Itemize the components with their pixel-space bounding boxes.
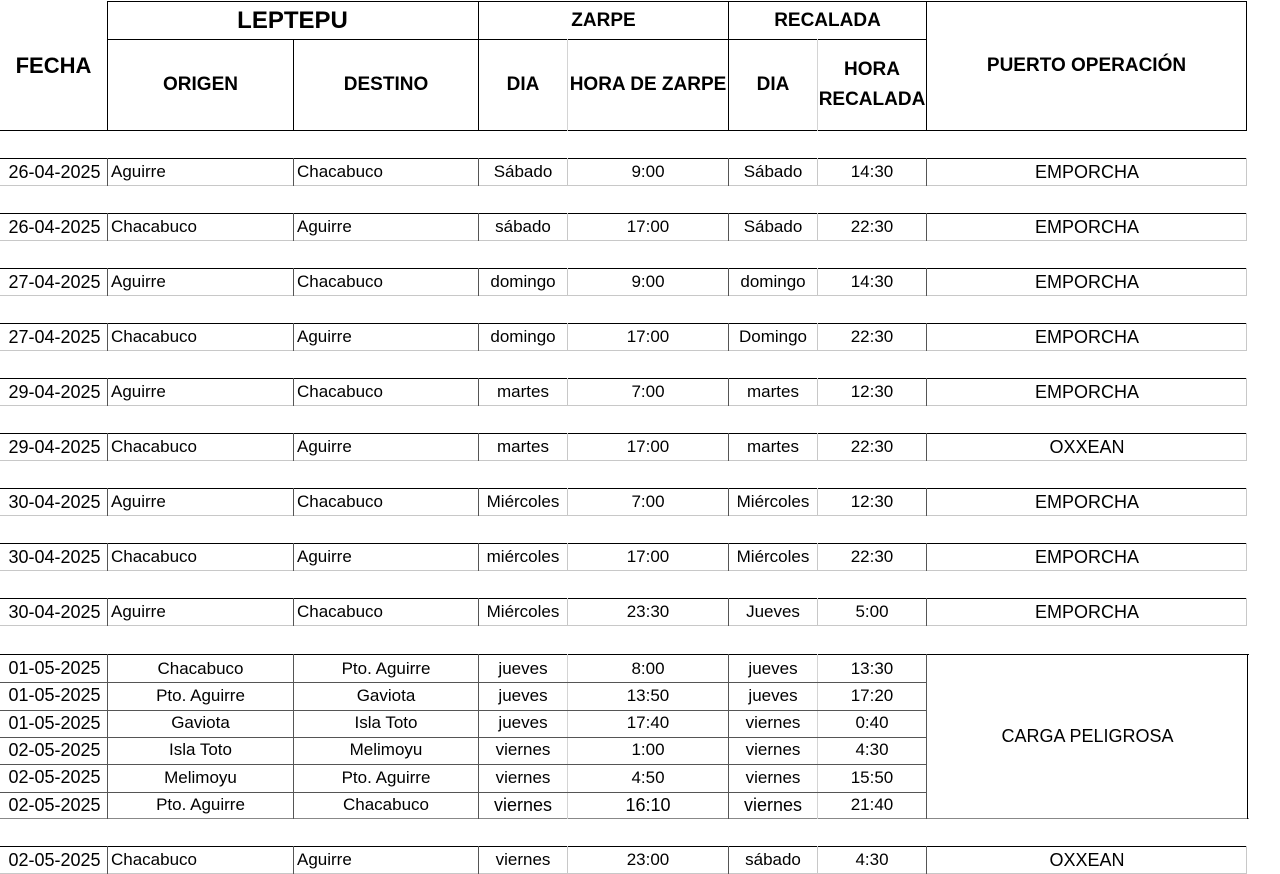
table-row [0, 323, 1247, 351]
cell-dia-zarpe: martes [497, 382, 549, 401]
cell-destino: Melimoyu [349, 740, 423, 760]
cell-dia-zarpe: martes [497, 437, 549, 456]
cell-hora-recalada: 21:40 [850, 795, 894, 814]
cell-destino: Chacabuco [297, 162, 384, 181]
cell-fecha: 30-04-2025 [8, 491, 101, 512]
cell-dia-recalada: viernes [743, 794, 803, 815]
cell-dia-recalada: sábado [745, 850, 801, 869]
cell-destino: Chacabuco [342, 795, 429, 814]
cell-hora-zarpe: 7:00 [631, 492, 665, 511]
cell-fecha: 02-05-2025 [8, 739, 101, 760]
cell-puerto: EMPORCHA [1034, 546, 1139, 567]
cell-dia-zarpe: viernes [495, 850, 551, 869]
cell-destino: Aguirre [297, 437, 352, 456]
cell-origen: Chacabuco [111, 547, 198, 566]
cell-dia-zarpe: jueves [498, 658, 548, 678]
cell-destino: Aguirre [297, 327, 352, 346]
cell-hora-zarpe: 17:00 [626, 547, 670, 566]
cell-destino: Chacabuco [297, 382, 384, 401]
cell-fecha: 01-05-2025 [8, 658, 101, 678]
cell-destino: Aguirre [297, 547, 352, 566]
cell-fecha: 01-05-2025 [8, 685, 101, 706]
cell-hora-zarpe: 13:50 [626, 685, 670, 705]
cell-puerto: EMPORCHA [1034, 271, 1139, 292]
cell-origen: Gaviota [171, 713, 230, 733]
cell-fecha: 02-05-2025 [8, 794, 101, 815]
cell-hora-zarpe: 7:00 [631, 382, 665, 401]
table-row [0, 488, 1247, 516]
cell-puerto: OXXEAN [1049, 849, 1125, 870]
cell-dia-recalada: martes [747, 382, 799, 401]
cell-hora-recalada: 22:30 [850, 547, 894, 566]
cell-dia-recalada: Jueves [746, 602, 800, 621]
cell-origen: Chacabuco [111, 850, 198, 869]
group-row [0, 710, 927, 737]
cell-dia-zarpe: viernes [495, 740, 551, 760]
cell-origen: Chacabuco [157, 658, 244, 678]
cell-hora-zarpe: 23:30 [626, 602, 670, 621]
cell-hora-recalada: 15:50 [850, 767, 894, 787]
cell-dia-zarpe: jueves [498, 713, 548, 733]
cell-fecha: 26-04-2025 [8, 216, 101, 237]
cell-hora-zarpe: 17:00 [626, 437, 670, 456]
header-hora-recalada-line2: RECALADA [818, 89, 926, 110]
cell-dia-zarpe: domingo [490, 327, 556, 346]
cell-origen: Aguirre [111, 382, 166, 401]
cell-hora-zarpe: 9:00 [631, 272, 665, 291]
cell-dia-zarpe: jueves [498, 685, 548, 705]
group-row [0, 682, 927, 709]
cell-dia-zarpe: domingo [490, 272, 556, 291]
cell-destino: Pto. Aguirre [341, 767, 431, 787]
cell-hora-zarpe: 17:40 [626, 713, 670, 733]
cell-dia-zarpe: miércoles [486, 547, 560, 566]
cell-destino: Aguirre [297, 217, 352, 236]
cell-dia-recalada: Miércoles [736, 492, 810, 511]
cell-puerto: OXXEAN [1049, 436, 1125, 457]
cell-origen: Aguirre [111, 272, 166, 291]
cell-hora-recalada: 14:30 [850, 272, 894, 291]
cell-dia-zarpe: sábado [495, 217, 551, 236]
cell-hora-recalada: 5:00 [855, 602, 889, 621]
group-row [0, 737, 927, 764]
header-hora-recalada [818, 40, 926, 130]
cell-destino: Chacabuco [297, 272, 384, 291]
cell-hora-recalada: 22:30 [850, 217, 894, 236]
cell-origen: Isla Toto [168, 740, 232, 760]
group-row [0, 655, 927, 682]
cell-dia-recalada: Miércoles [736, 547, 810, 566]
header-destino: DESTINO [343, 74, 429, 95]
header-dia-zarpe: DIA [506, 74, 540, 95]
cell-dia-zarpe: viernes [495, 767, 551, 787]
cell-hora-zarpe: 23:00 [626, 850, 670, 869]
table-row [0, 598, 1247, 626]
cell-fecha: 29-04-2025 [8, 436, 101, 457]
cell-destino: Aguirre [297, 850, 352, 869]
header-origen: ORIGEN [163, 74, 238, 95]
cell-dia-zarpe: Miércoles [486, 602, 560, 621]
cell-origen: Chacabuco [111, 327, 198, 346]
cell-dia-zarpe: Miércoles [486, 492, 560, 511]
cell-puerto: EMPORCHA [1034, 161, 1139, 182]
cell-dia-recalada: jueves [748, 685, 798, 705]
table-row [0, 846, 1247, 874]
cell-fecha: 27-04-2025 [8, 326, 101, 347]
cell-dia-zarpe: Sábado [493, 162, 553, 181]
table-header [0, 0, 1247, 131]
table-row [0, 268, 1247, 296]
cell-destino: Chacabuco [297, 602, 384, 621]
header-zarpe: ZARPE [571, 10, 636, 31]
cell-origen: Chacabuco [111, 437, 198, 456]
cell-origen: Aguirre [111, 492, 166, 511]
header-vessel: LEPTEPU [237, 7, 348, 34]
header-recalada: RECALADA [774, 10, 881, 31]
cell-fecha: 29-04-2025 [8, 381, 101, 402]
group-row [0, 764, 927, 791]
cell-dia-recalada: Domingo [738, 327, 808, 346]
cell-hora-recalada: 12:30 [850, 492, 894, 511]
table-row [0, 378, 1247, 406]
cell-hora-recalada: 22:30 [850, 327, 894, 346]
header-hora-recalada-line1: HORA [844, 59, 900, 80]
cell-dia-recalada: viernes [745, 767, 801, 787]
cell-destino: Chacabuco [297, 492, 384, 511]
cell-fecha: 30-04-2025 [8, 546, 101, 567]
cell-fecha: 02-05-2025 [8, 767, 101, 788]
cell-destino: Isla Toto [354, 713, 418, 733]
table-row [0, 213, 1247, 241]
cell-fecha: 26-04-2025 [8, 161, 101, 182]
cell-hora-recalada: 22:30 [850, 437, 894, 456]
cell-origen: Aguirre [111, 602, 166, 621]
header-dia-recalada: DIA [756, 74, 790, 95]
cell-puerto: EMPORCHA [1034, 216, 1139, 237]
cell-origen: Aguirre [111, 162, 166, 181]
cell-dia-recalada: Sábado [743, 162, 803, 181]
cell-hora-recalada: 4:30 [855, 850, 889, 869]
cell-origen: Pto. Aguirre [156, 795, 245, 814]
cell-fecha: 30-04-2025 [8, 601, 101, 622]
cell-hora-recalada: 4:30 [855, 740, 889, 760]
cell-origen: Melimoyu [164, 767, 237, 787]
cell-hora-zarpe: 4:50 [631, 767, 665, 787]
cell-dia-recalada: jueves [748, 658, 798, 678]
cell-hora-recalada: 14:30 [850, 162, 894, 181]
cell-dia-recalada: martes [747, 437, 799, 456]
cell-dia-zarpe: viernes [493, 794, 553, 815]
cell-dia-recalada: Sábado [743, 217, 803, 236]
header-puerto: PUERTO OPERACIÓN [986, 55, 1187, 76]
cell-puerto: EMPORCHA [1034, 491, 1139, 512]
cell-hora-zarpe: 17:00 [626, 217, 670, 236]
cell-hora-recalada: 12:30 [850, 382, 894, 401]
table-row [0, 433, 1247, 461]
cell-dia-recalada: domingo [740, 272, 806, 291]
cell-hora-recalada: 13:30 [850, 658, 894, 678]
group-puerto: CARGA PELIGROSA [1001, 726, 1174, 746]
cell-hora-zarpe: 9:00 [631, 162, 665, 181]
cell-puerto: EMPORCHA [1034, 326, 1139, 347]
cell-hora-zarpe: 1:00 [631, 740, 665, 760]
cell-fecha: 02-05-2025 [8, 849, 101, 870]
cell-hora-recalada: 0:40 [855, 713, 889, 733]
cell-hora-zarpe: 16:10 [625, 794, 671, 815]
cell-fecha: 01-05-2025 [8, 712, 101, 733]
cell-puerto: EMPORCHA [1034, 601, 1139, 622]
carga-peligrosa-group [0, 654, 1249, 819]
group-row [0, 792, 927, 819]
cell-hora-zarpe: 8:00 [631, 658, 665, 678]
table-row [0, 158, 1247, 186]
cell-dia-recalada: viernes [745, 713, 801, 733]
cell-fecha: 27-04-2025 [8, 271, 101, 292]
cell-origen: Chacabuco [111, 217, 198, 236]
header-hora-zarpe: HORA DE ZARPE [569, 74, 727, 95]
table-row [0, 543, 1247, 571]
cell-puerto: EMPORCHA [1034, 381, 1139, 402]
cell-hora-zarpe: 17:00 [626, 327, 670, 346]
cell-destino: Gaviota [356, 685, 416, 705]
cell-hora-recalada: 17:20 [850, 685, 894, 705]
cell-destino: Pto. Aguirre [341, 658, 431, 678]
cell-origen: Pto. Aguirre [156, 685, 245, 705]
cell-dia-recalada: viernes [745, 740, 801, 760]
header-fecha: FECHA [15, 52, 92, 78]
